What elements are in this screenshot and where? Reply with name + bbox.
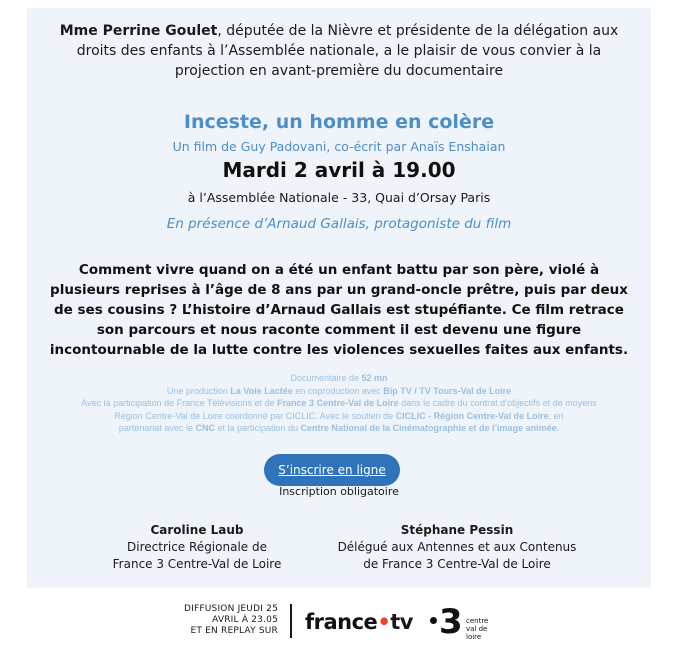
logo-dot-icon [430, 617, 437, 624]
screening-date: Mardi 2 avril à 19.00 [222, 158, 456, 182]
signatory-name: Caroline Laub [150, 523, 244, 537]
registration-required-note: Inscription obligatoire [279, 485, 399, 498]
logo-region: centre val de loire [466, 617, 489, 641]
invitation-card [27, 8, 651, 588]
film-summary: Comment vivre quand on a été un enfant battu par son père, violé à plusieurs reprises à l’âge de 8 ans par un grand-oncle prêtre, puis par deux de ses cousins ? L’histoire d’Arnaud Gallais est stupéfiante. Ce film retrace son parcours et nous raconte comment il est devenu une figure incontournable de la lutte contre les violences sexuelles faites aux enfants. [49, 262, 629, 358]
credits-line-participation: Avec la participation de France Télévisions et de France 3 Centre-Val de Loire dans le cadre du contrat d’objectifs et de moyens [81, 398, 597, 408]
signatory-name: Stéphane Pessin [400, 523, 514, 537]
credits-line-production: Une production La Voie Lactée en coproduction avec Bip TV / TV Tours-Val de Loire [166, 385, 512, 396]
screening-venue: à l’Assemblée Nationale - 33, Quai d’Orsay Paris [187, 190, 491, 205]
broadcast-info: DIFFUSION JEUDI 25 AVRIL À 23.05 ET EN REPLAY SUR [184, 604, 278, 636]
credits-line-partnership: partenariat avec le CNC et la participation du Centre National de la Cinématographie et de l’image animée. [118, 423, 560, 433]
signature-right [322, 522, 592, 573]
production-credits [27, 372, 651, 435]
footer-divider [290, 604, 292, 638]
guest-presence: En présence d’Arnaud Gallais, protagoniste du film [166, 216, 512, 232]
film-credit: Un film de Guy Padovani, co-écrit par Anaïs Enshaian [172, 139, 506, 154]
signature-left [82, 522, 312, 573]
logo-number: 3 [439, 602, 463, 642]
france3-centre-logo [430, 602, 500, 642]
francetv-logo: france•tv [305, 610, 413, 634]
film-title: Inceste, un homme en colère [183, 111, 495, 133]
signatory-title: Directrice Régionale de [127, 540, 267, 554]
register-online-button[interactable]: S’inscrire en ligne [264, 454, 400, 486]
invitation-intro [27, 21, 651, 81]
host-name: Mme Perrine Goulet [59, 23, 218, 39]
credits-line-duration: Documentaire de 52 mn [290, 373, 388, 383]
host-text: , députée de la Nièvre et présidente de la délégation aux droits des enfants à l’Assemblée nationale, a le plaisir de vous convier à la projection en avant-première du documentaire [76, 23, 619, 79]
signatory-title: Délégué aux Antennes et aux Contenus [337, 540, 577, 554]
credits-line-support: Région Centre-Val de Loire coordonné par CICLIC. Avec le soutien de CICLIC - Région Centre-Val de Loire, en [114, 410, 564, 421]
signatory-title: de France 3 Centre-Val de Loire [363, 557, 551, 571]
signatory-title: France 3 Centre-Val de Loire [112, 557, 282, 571]
broadcast-footer [0, 600, 675, 645]
